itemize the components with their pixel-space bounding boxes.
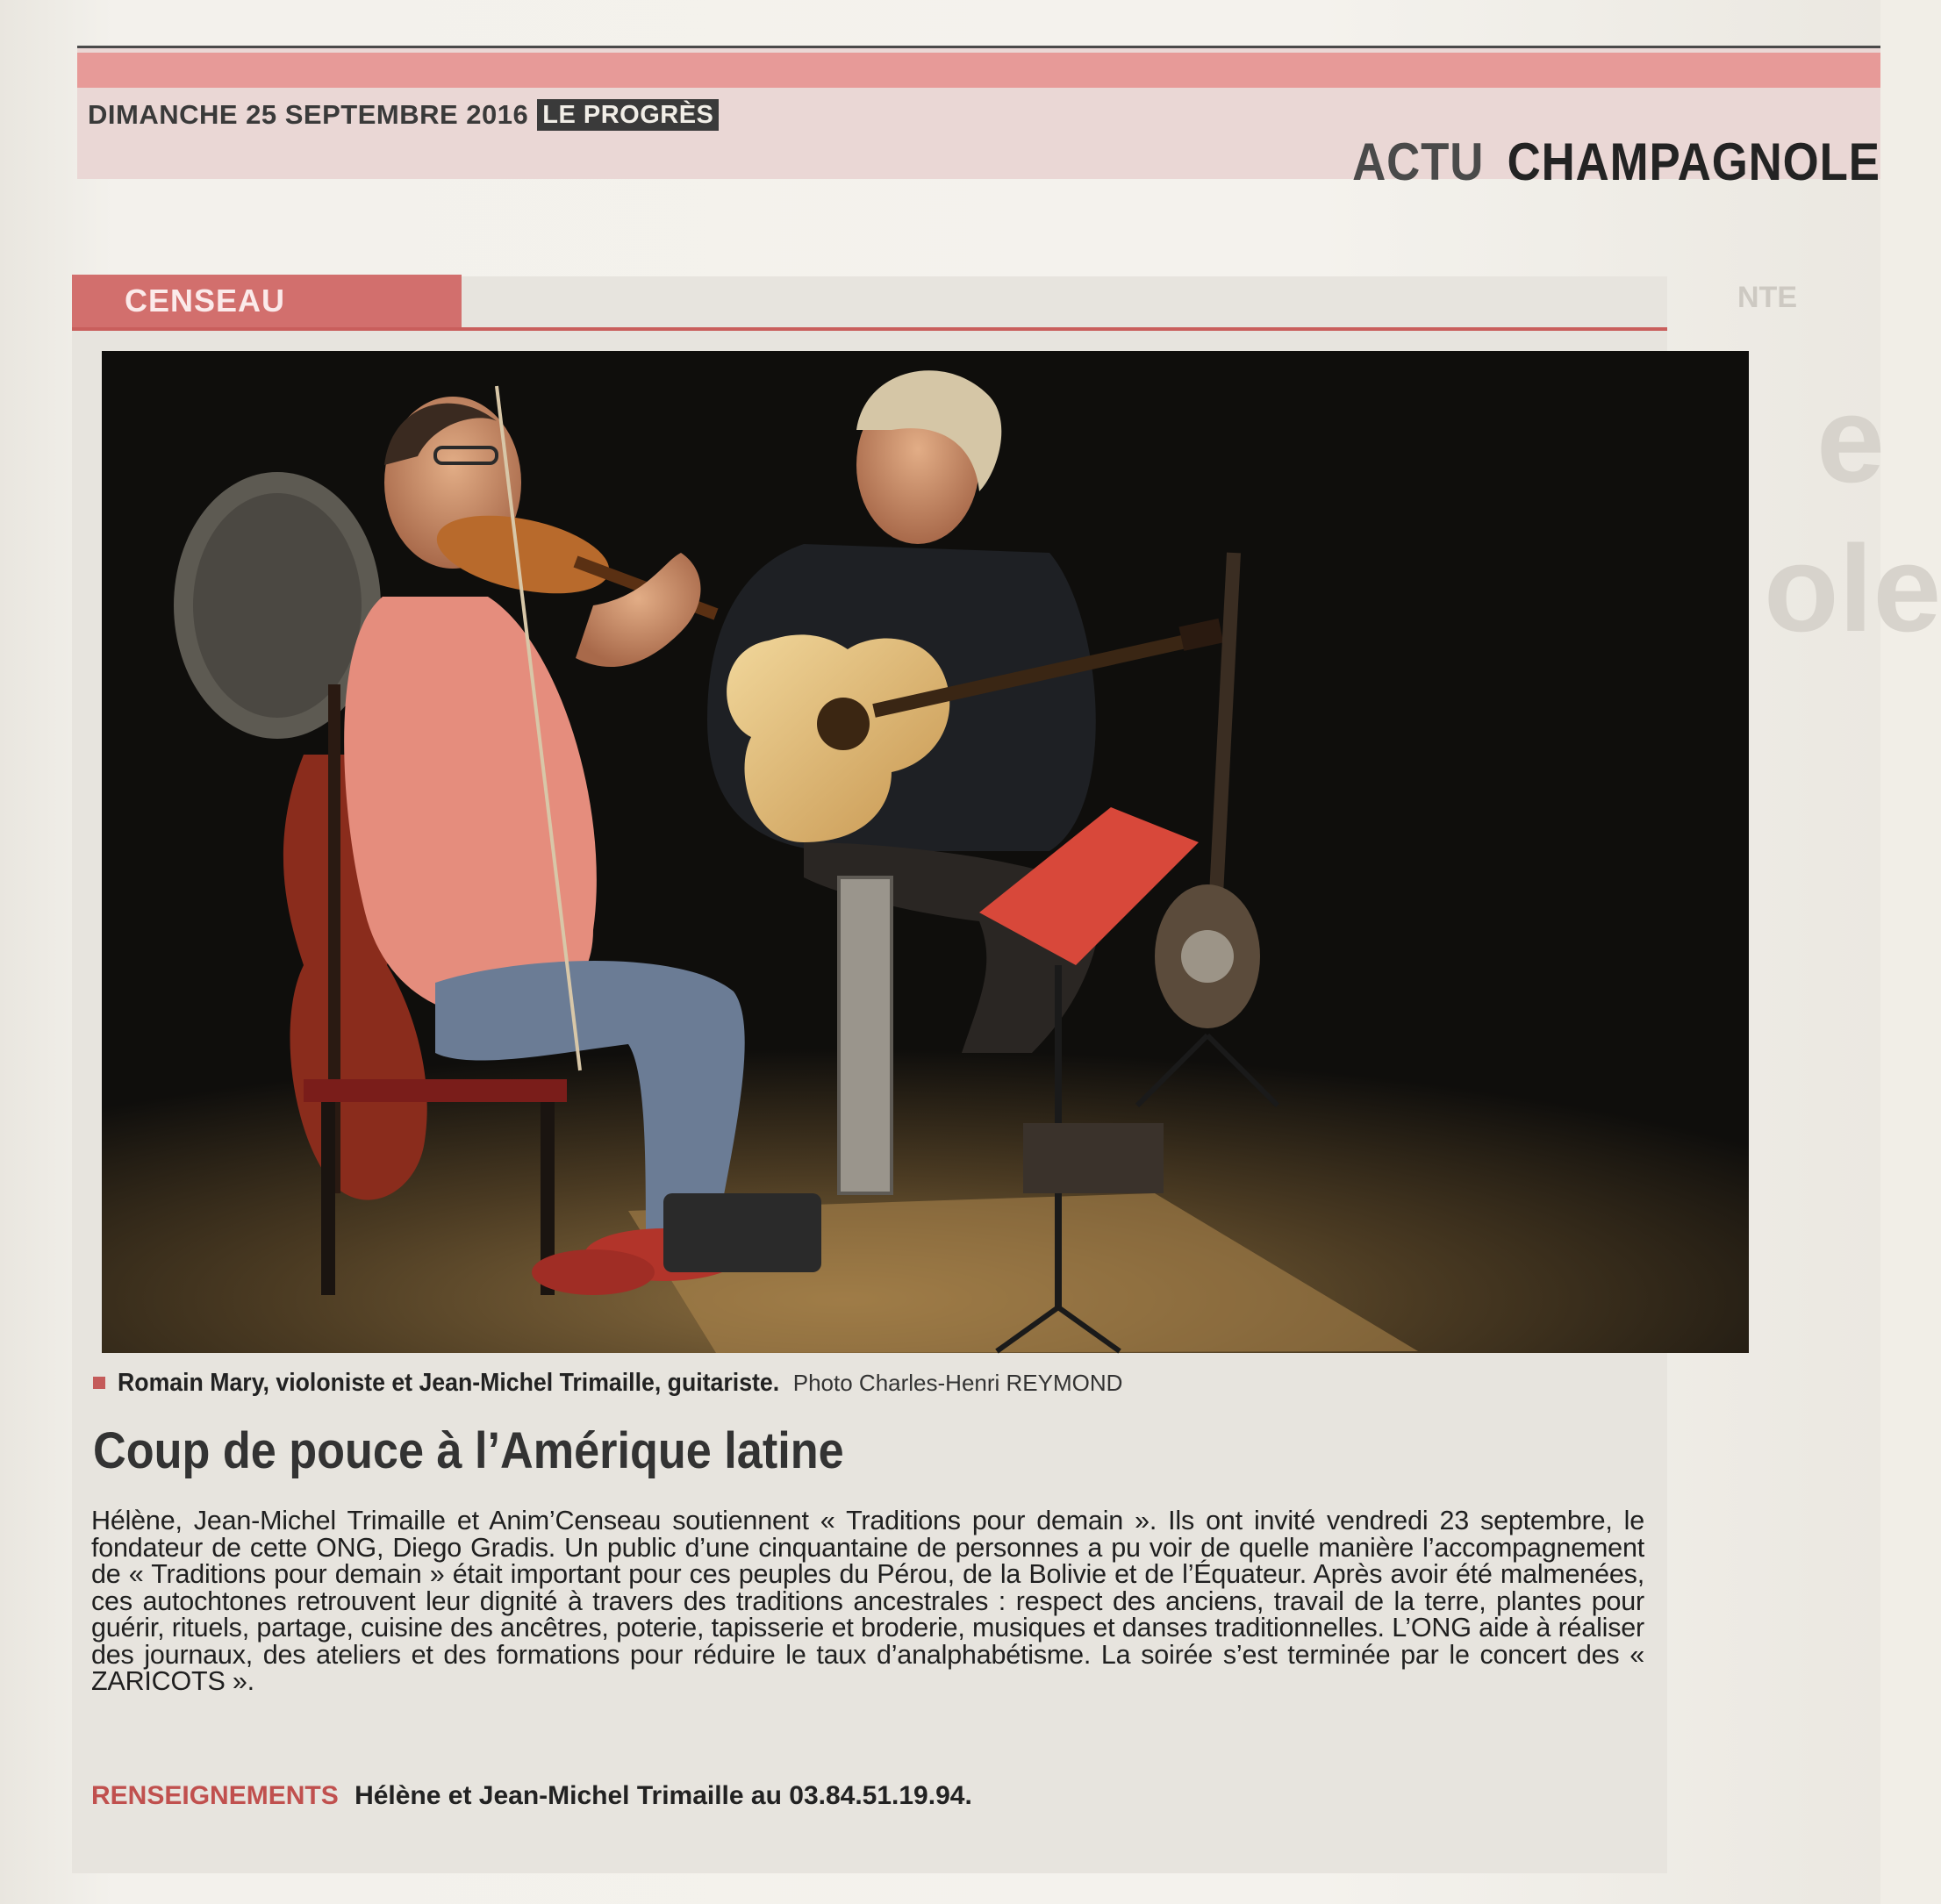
issue-date: DIMANCHE 25 SEPTEMBRE 2016 [88,99,529,130]
bleed-through-text: ole [1764,519,1941,657]
info-detail: Hélène et Jean-Michel Trimaille au 03.84.51.19.94. [355,1781,972,1810]
contact-info [91,1781,1583,1816]
article-body: Hélène, Jean-Michel Trimaille et Anim’Censeau soutiennent « Traditions pour demain ». Ils ont invité vendredi 23 septembre, le fondateur de cette ONG, Diego Gradis. Un public d’une cinquantaine de personnes a pu voir de quelle manière l’accompagnement de « Traditions pour demain » était important pour ces peuples du Pérou, de la Bolivie et de l’Équateur. Après avoir été malmenées, ces autochtones retrouvent leur dignité à travers des traditions ancestrales : respect des anciens, travail de la terre, plantes pour guérir, rituels, partage, cuisine des ancêtres, poterie, tapisserie et broderie, musiques et danses traditionnelles. L’ONG aide à réaliser des journaux, des ateliers et des formations pour réduire le taux d’analphabétisme. La soirée s’est terminée par le concert des « ZARICOTS ». [91,1506,1644,1696]
header-rule [77,46,1880,48]
article-headline: Coup de pouce à l’Amérique latine [93,1422,844,1479]
bleed-through-text: NTE [1737,281,1797,314]
header-accent-stripe [77,53,1880,88]
photo-caption [93,1365,1672,1400]
article-top-rule [72,327,1667,331]
section-prefix: ACTU [1352,132,1485,191]
photo-credit: Photo Charles-Henri REYMOND [792,1369,1123,1396]
bleed-through-text: e [1816,370,1885,508]
caption-text: Romain Mary, violoniste et Jean-Michel Trimaille, guitariste. [118,1368,780,1397]
concert-photo [102,351,1749,1353]
section-name: CHAMPAGNOLE [1507,132,1880,191]
concert-photo-illustration [102,351,1749,1353]
info-label: RENSEIGNEMENTS [91,1781,339,1810]
publication-name: LE PROGRÈS [537,99,719,131]
section-title [1352,130,1880,193]
location-tab: CENSEAU [72,275,462,327]
caption-bullet [93,1377,105,1389]
dateline [88,98,719,132]
